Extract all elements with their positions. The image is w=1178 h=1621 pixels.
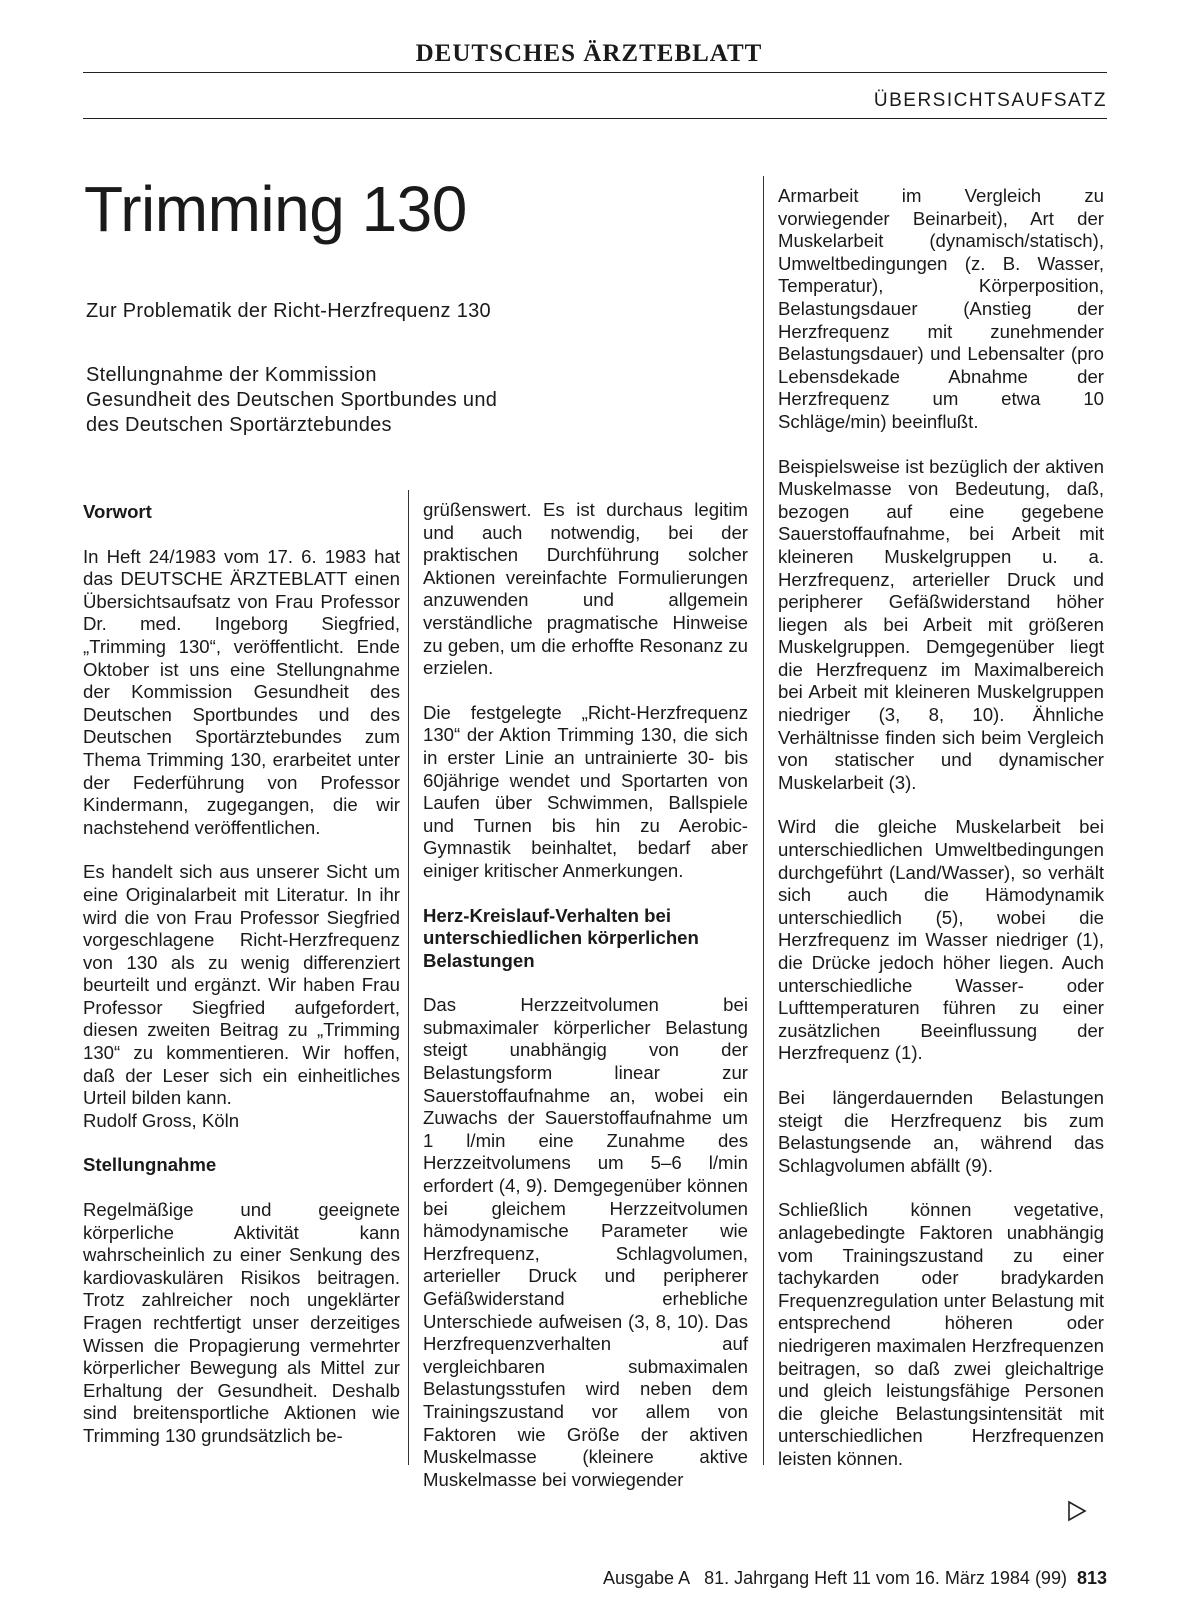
column-1 [83,501,400,1470]
column-2 [423,499,748,1513]
masthead-rule [83,72,1107,73]
paragraph: Schließlich können vegetative, anlagebedingte Faktoren unabhängig vom Trainingszustand zu einer tachykarden oder bradykarden Frequenzregulation unter Belastung mit entsprechend höheren oder niedrigeren maximalen Herzfrequenzen beitragen, so daß zwei gleichaltrige und gleich leistungsfähige Personen die gleiche Belastungsintensität mit unterschiedlichen Herzfrequenzen leisten können. [778,1199,1104,1469]
statement-line: des Deutschen Sportärztebundes [86,414,392,436]
article-subtitle: Zur Problematik der Richt-Herzfrequenz 130 [86,300,491,322]
page-footer [603,1568,1107,1589]
section-rule [83,118,1107,119]
continue-arrow-icon [1067,1500,1087,1522]
statement-line: Gesundheit des Deutschen Sportbundes und [86,389,498,411]
paragraph: Armarbeit im Vergleich zu vorwiegender Beinarbeit), Art der Muskelarbeit (dynamisch/statisch), Umweltbedingungen (z. B. Wasser, Temperatur), Körperposition, Belastungsdauer (Anstieg der Herzfrequenz mit zunehmender Belastungsdauer) und Lebensalter (pro Lebensdekade Abnahme der Herzfrequenz um etwa 10 Schläge/min) beeinflußt. [778,185,1104,432]
paragraph: Die festgelegte „Richt-Herzfrequenz 130“ der Aktion Trimming 130, die sich in erster Linie an untrainierte 30- bis 60jährige wendet und Sportarten von Laufen über Schwimmen, Ballspiele und Turnen bis hin zu Aerobic-Gymnastik beinhaltet, bedarf aber einiger kritischer Anmerkungen. [423,701,748,881]
paragraph: Beispielsweise ist bezüglich der aktiven Muskelmasse von Bedeutung, daß, bezogen auf eine gegebene Sauerstoffaufnahme, bei Arbeit mit kleineren Muskelgruppen u. a. Herzfrequenz, arterieller Druck und peripherer Gefäßwiderstand höher liegen als bei Arbeit mit größeren Muskelgruppen. Demgegenüber liegt die Herzfrequenz im Maximalbereich bei Arbeit mit kleineren Muskelgruppen niedriger (3, 8, 10). Ähnliche Verhältnisse finden sich beim Vergleich von statischer und dynamischer Muskelarbeit (3). [778,455,1104,793]
footer-issue: Ausgabe A 81. Jahrgang Heft 11 vom 16. März 1984 (99) [603,1568,1067,1588]
column-divider [763,176,764,1465]
article-statement [86,363,497,438]
paragraph: Wird die gleiche Muskelarbeit bei unterschiedlichen Umweltbedingungen durchgeführt (Land/Wasser), so verhält sich auch die Hämodynamik unterschiedlich (5), wobei die Herzfrequenz im Wasser niedriger (1), die Drücke jedoch höher liegen. Auch unterschiedliche Wasser- oder Lufttemperaturen führen zu einer zusätzlichen Beeinflussung der Herzfrequenz (1). [778,816,1104,1064]
column-3 [778,185,1104,1492]
heading-vorwort: Vorwort [83,501,152,522]
article-title: Trimming 130 [84,173,467,245]
paragraph: Das Herzzeitvolumen bei submaximaler körperlicher Belastung steigt unabhängig von der Belastungsform linear zur Sauerstoffaufnahme an, wobei ein Zuwachs der Sauerstoffaufnahme um 1 l/min eine Zunahme des Herzzeitvolumens um 5–6 l/min erfordert (4, 9). Demgegenüber können bei gleichem Herzzeitvolumen hämodynamische Parameter wie Herzfrequenz, Schlagvolumen, arterieller Druck und peripherer Gefäßwiderstand erhebliche Unterschiede aufweisen (3, 8, 10). Das Herzfrequenzverhalten auf vergleichbaren submaximalen Belastungsstufen wird neben dem Trainingszustand vor allem von Faktoren wie Größe der aktiven Muskelmasse (kleinere aktive Muskelmasse bei vorwiegender [423,994,748,1490]
editor-signature: Rudolf Gross, Köln [83,1109,240,1131]
column-divider [408,490,409,1465]
paragraph: grüßenswert. Es ist durchaus legitim und auch notwendig, bei der praktischen Durchführung solcher Aktionen vereinfachte Formulierungen anzuwenden und allgemein verständliche pragmatische Hinweise zu geben, um die erhoffte Resonanz zu erzielen. [423,499,748,679]
section-label: ÜBERSICHTSAUFSATZ [873,90,1107,111]
paragraph: Es handelt sich aus unserer Sicht um eine Originalarbeit mit Literatur. In ihr wird die von Frau Professor Siegfried vorgeschlagene Richt-Herzfrequenz von 130 als zu wenig differenziert beurteilt und ergänzt. Wir haben Frau Professor Siegfried aufgefordert, diesen zweiten Beitrag zu „Trimming 130“ zu kommentieren. Wir hoffen, daß der Leser sich ein einheitliches Urteil bilden kann. [83,861,400,1109]
paragraph: Regelmäßige und geeignete körperliche Aktivität kann wahrscheinlich zu einer Senkung des kardiovaskulären Risikos beitragen. Trotz zahlreicher noch ungeklärter Fragen rechtfertigt unser derzeitiges Wissen die Propagierung vermehrter körperlicher Bewegung als Mittel zur Erhaltung der Gesundheit. Deshalb sind breitensportliche Aktionen wie Trimming 130 grundsätzlich be- [83,1199,400,1446]
page-number: 813 [1076,1568,1107,1588]
paragraph: In Heft 24/1983 vom 17. 6. 1983 hat das DEUTSCHE ÄRZTEBLATT einen Übersichtsaufsatz von Frau Professor Dr. med. Ingeborg Siegfried, „Trimming 130“, veröffentlicht. Ende Oktober ist uns eine Stellungnahme der Kommission Gesundheit des Deutschen Sportbundes und des Deutschen Sportärztebundes zum Thema Trimming 130, erarbeitet unter der Federführung von Professor Kindermann, zugegangen, die wir nachstehend veröffentlichen. [83,545,400,838]
heading-stellungnahme: Stellungnahme [83,1154,217,1176]
paragraph: Bei längerdauernden Belastungen steigt die Herzfrequenz bis zum Belastungsende an, während das Schlagvolumen abfällt (9). [778,1086,1104,1176]
heading-herz-kreislauf: Herz-Kreislauf-Verhalten bei unterschiedlichen körperlichen Belastungen [423,904,699,971]
statement-line: Stellungnahme der Kommission [86,364,377,386]
journal-masthead: DEUTSCHES ÄRZTEBLATT [415,40,763,67]
